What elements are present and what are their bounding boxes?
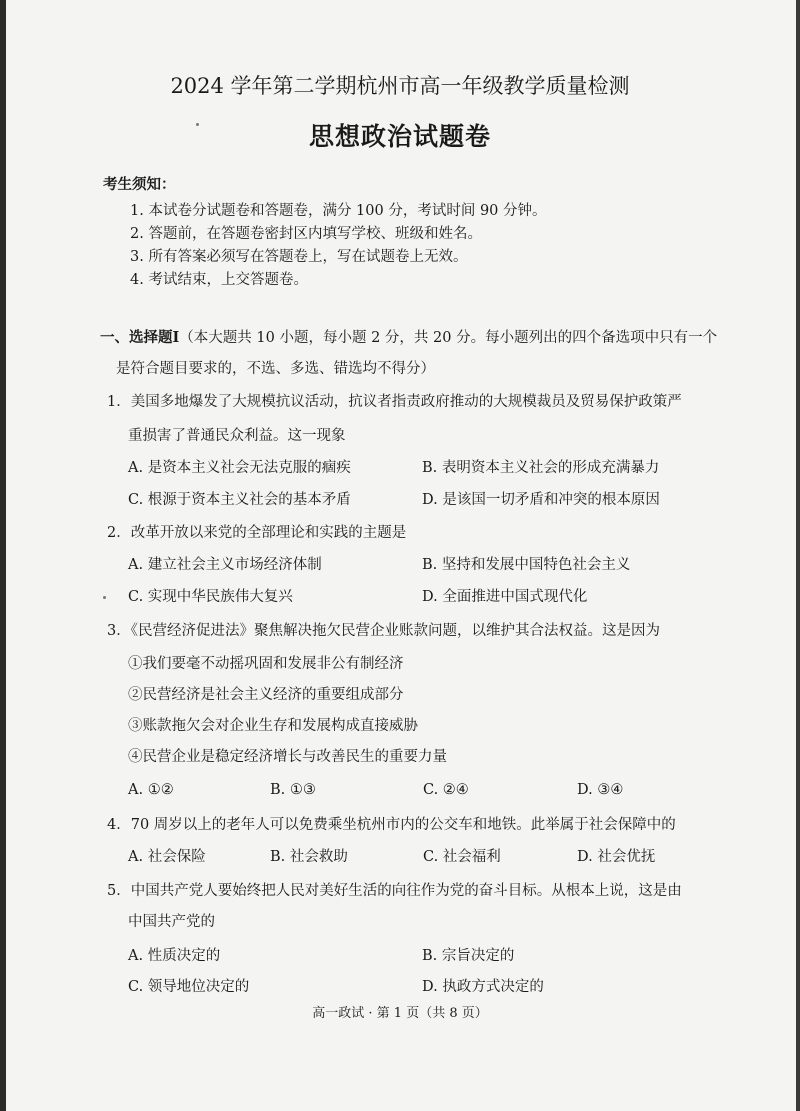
section-heading [100, 328, 717, 348]
statement-4: ④民营企业是稳定经济增长与改善民生的重要力量 [128, 749, 447, 765]
option-b: B. 坚持和发展中国特色社会主义 [422, 557, 631, 573]
option-d: D. 是该国一切矛盾和冲突的根本原因 [422, 492, 660, 508]
question-stem: 3．《民营经济促进法》聚焦解决拖欠民营企业账款问题，以维护其合法权益。这是因为 [107, 623, 660, 639]
option-d: D. ③④ [577, 782, 624, 798]
question-stem: 5．中国共产党人要始终把人民对美好生活的向往作为党的奋斗目标。从根本上说，这是由 [107, 883, 682, 899]
option-a: A. 是资本主义社会无法克服的痼疾 [128, 460, 351, 476]
question-stem: 4．70 周岁以上的老年人可以免费乘坐杭州市内的公交车和地铁。此举属于社会保障中的 [107, 817, 676, 833]
scan-edge-left [0, 0, 6, 1111]
notice-item: 2. 答题前，在答题卷密封区内填写学校、班级和姓名。 [130, 226, 482, 242]
option-c: C. 根源于资本主义社会的基本矛盾 [128, 492, 351, 508]
exam-title: 2024 学年第二学期杭州市高一年级教学质量检测 [170, 74, 630, 98]
question-stem-cont: 中国共产党的 [128, 914, 215, 930]
statement-1: ①我们要毫不动摇巩固和发展非公有制经济 [128, 656, 404, 672]
option-a: A. 社会保险 [128, 849, 206, 865]
notice-item: 3. 所有答案必须写在答题卷上，写在试题卷上无效。 [130, 249, 468, 265]
option-c: C. ②④ [423, 782, 469, 798]
notice-item: 1. 本试卷分试题卷和答题卷，满分 100 分，考试时间 90 分钟。 [130, 203, 547, 219]
option-b: B. 宗旨决定的 [422, 948, 515, 964]
section-desc-cont: 是符合题目要求的，不选、多选、错选均不得分） [116, 361, 435, 377]
scan-speck [103, 596, 106, 599]
option-c: C. 实现中华民族伟大复兴 [128, 589, 293, 605]
option-b: B. 表明资本主义社会的形成充满暴力 [422, 460, 660, 476]
option-c: C. 社会福利 [423, 849, 501, 865]
section-label: 一、选择题Ⅰ [100, 329, 180, 346]
option-b: B. ①③ [270, 782, 316, 798]
notice-heading: 考生须知： [103, 176, 176, 193]
section-desc: （本大题共 10 小题，每小题 2 分，共 20 分。每小题列出的四个备选项中只有一个 [179, 330, 718, 346]
statement-3: ③账款拖欠会对企业生存和发展构成直接威胁 [128, 718, 418, 734]
question-stem-cont: 重损害了普通民众利益。这一现象 [128, 428, 346, 444]
option-a: A. ①② [128, 782, 174, 798]
option-d: D. 全面推进中国式现代化 [422, 589, 588, 605]
option-a: A. 性质决定的 [128, 948, 221, 964]
notice-item: 4. 考试结束，上交答题卷。 [130, 272, 308, 288]
option-c: C. 领导地位决定的 [128, 979, 250, 995]
option-a: A. 建立社会主义市场经济体制 [128, 557, 322, 573]
exam-subtitle: 思想政治试题卷 [308, 122, 491, 151]
scan-speck [196, 123, 199, 126]
option-d: D. 执政方式决定的 [422, 979, 544, 995]
scan-edge-right [796, 0, 800, 1111]
option-d: D. 社会优抚 [577, 849, 656, 865]
statement-2: ②民营经济是社会主义经济的重要组成部分 [128, 687, 404, 703]
question-stem: 2．改革开放以来党的全部理论和实践的主题是 [107, 525, 407, 541]
question-stem: 1．美国多地爆发了大规模抗议活动，抗议者指责政府推动的大规模裁员及贸易保护政策严 [107, 394, 682, 410]
option-b: B. 社会救助 [270, 849, 348, 865]
page-footer: 高一政试 · 第 1 页（共 8 页） [312, 1006, 488, 1021]
